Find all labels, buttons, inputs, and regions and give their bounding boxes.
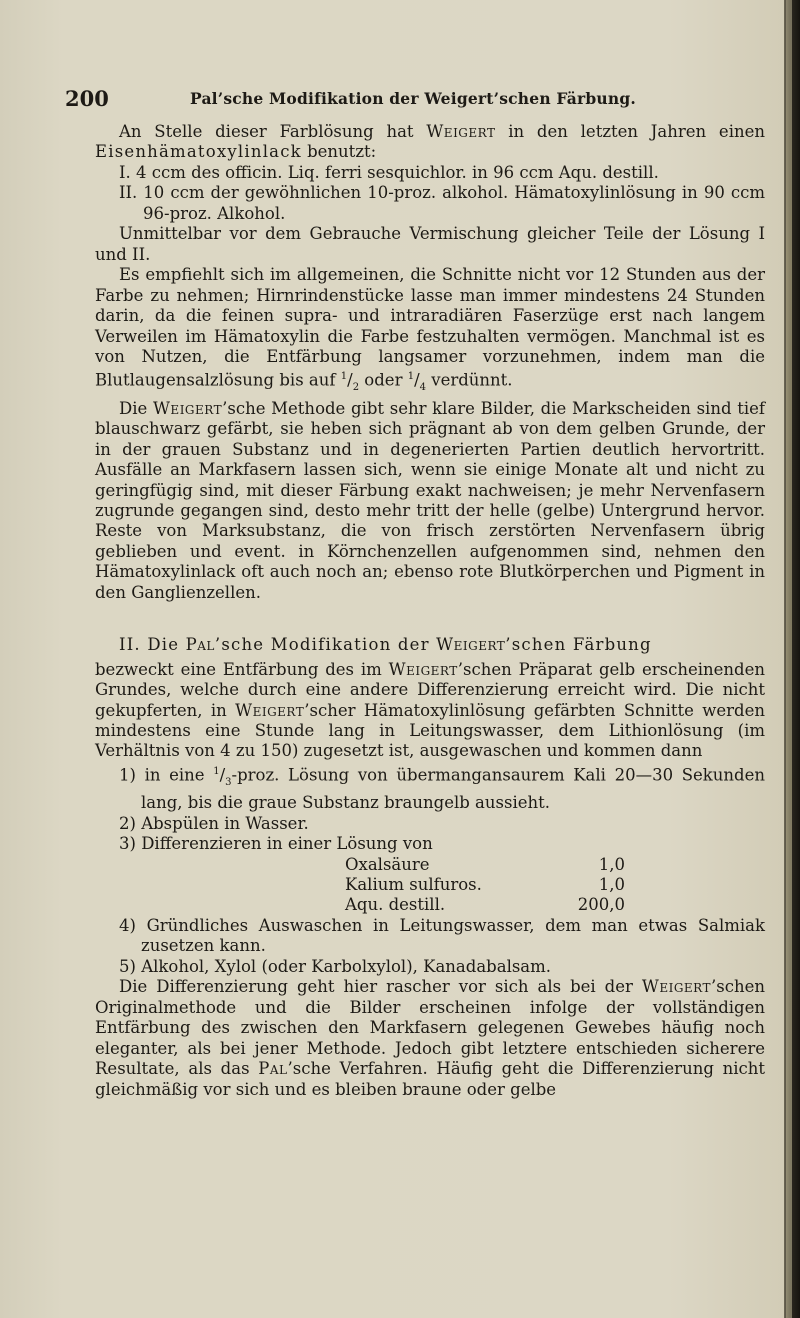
page-number: 200 <box>65 86 109 111</box>
paragraph-timing: Es empfiehlt sich im allgemeinen, die Schnitte nicht vor 12 Stunden aus der Farbe zu nehmen; Hirnrindenstücke lasse man immer mindestens 24 Stunden darin, da die feinen supra- und intraradiären Faserzüge erst nach langem Verweilen im Hämatoxylin die Farbe festzuhalten vermögen. Manchmal ist es von Nutzen, die Entfärbung langsamer vorzunehmen, indem man die Blutlaugensalzlösung bis auf $^1/_2$ oder $^1/_4$ verdünnt. <box>95 265 765 394</box>
fraction-numerator: 1 <box>213 765 220 777</box>
fraction-denominator: 4 <box>419 382 427 394</box>
recipe-qty: 200,0 <box>577 895 625 915</box>
text-span: benutzt: <box>301 142 377 162</box>
text-span: ’scher Hämatoxylinlösung gefärbten Schnitte werden mindestens eine Stunde lang in Leitungswasser, dem Lithionlösung (im Verhältnis von 4 zu 150) zugesetzt ist, ausgewaschen und kommen dann <box>95 700 765 761</box>
text-span: Alkohol, Xylol (oder Karbolxylol), Kanadabalsam. <box>141 956 552 976</box>
running-title: Pal’sche Modifikation der Weigert’schen Färbung. <box>190 89 636 108</box>
text-span: in den letzten Jahren einen <box>495 122 765 141</box>
text-span: Gründliches Auswaschen in Leitungswasser, dem man etwas Salmiak zusetzen kann. <box>141 915 766 956</box>
recipe-table <box>345 855 765 916</box>
step-two <box>119 814 765 834</box>
text-span: oder <box>359 370 408 390</box>
step-one: 1) in eine $^1/_3$-proz. Lösung von übermangansaurem Kali 20—30 Sekunden lang, bis die graue Substanz braungelb aussieht. <box>119 765 765 813</box>
step-number: 5) <box>119 956 136 976</box>
paragraph-comparison <box>95 977 765 1100</box>
solution-one: I. 4 ccm des officin. Liq. ferri sesquichlor. in 96 ccm Aqu. destill. <box>119 162 659 182</box>
recipe-qty: 1,0 <box>598 854 625 874</box>
section-heading <box>95 635 765 655</box>
solution-two: II. 10 ccm der gewöhnlichen 10-proz. alkohol. Hämatoxylinlösung in 90 ccm 96-proz. Alkohol. <box>119 183 765 223</box>
text-span: in eine <box>144 765 214 785</box>
paragraph-mixing: Unmittelbar vor dem Gebrauche Vermischung gleicher Teile der Lösung I und II. <box>95 224 765 264</box>
heading-text: II. Die <box>119 635 186 655</box>
recipe-item: Kalium sulfuros. <box>345 875 482 894</box>
step-number: 3) <box>119 834 136 854</box>
text-span: -proz. Lösung von übermangansaurem Kali 20—30 Sekunden lang, bis die graue Substanz braungelb aussieht. <box>141 765 765 813</box>
step-three <box>119 834 765 854</box>
text-span: An Stelle dieser Farblösung hat <box>119 122 427 141</box>
author-name: Weigert <box>641 977 712 997</box>
page-header <box>0 86 786 110</box>
recipe-item: Aqu. destill. <box>345 895 446 915</box>
heading-text: ’sche Modifikation der <box>214 635 437 655</box>
step-five <box>119 957 765 977</box>
author-name: Weigert <box>436 635 506 655</box>
text-span: Die <box>119 398 153 418</box>
text-span: bezweckt eine Entfärbung des im <box>95 659 389 679</box>
text-span: ’sche Verfahren. Häufig geht die Differenzierung nicht gleichmäßig vor sich und es bleiben braune oder gelbe <box>95 1059 766 1099</box>
recipe-item: Oxalsäure <box>345 854 430 874</box>
text-span: Differenzieren in einer Lösung von <box>141 834 433 854</box>
fraction-denominator: 3 <box>225 776 232 788</box>
text-span: Abspülen in Wasser. <box>141 813 309 833</box>
fraction-numerator: 1 <box>407 371 415 383</box>
section-gap <box>95 603 765 635</box>
step-number: 4) <box>119 915 136 935</box>
author-name: Pal <box>258 1059 288 1079</box>
author-name: Weigert <box>235 700 305 720</box>
fraction-denominator: 2 <box>352 382 360 394</box>
paragraph-intro <box>95 122 765 163</box>
paragraph-method-results <box>95 399 765 604</box>
step-number: 2) <box>119 813 136 833</box>
page-edge-highlight <box>786 0 792 1318</box>
emphasized-term: Eisenhämatoxylinlack <box>95 142 302 162</box>
step-number: 1) <box>119 765 136 785</box>
heading-text: ’schen Färbung <box>505 635 652 655</box>
recipe-qty: 1,0 <box>598 875 625 894</box>
fraction-numerator: 1 <box>340 371 348 383</box>
text-span: ’schen Originalmethode und die Bilder erscheinen infolge der vollständigen Entfärbung des zwischen den Markfasern gelegenen Gewebes häufig noch eleganter, als bei jener Methode. Jedoch gibt letztere entschieden sicherere Resultate, als das <box>95 977 765 1079</box>
author-name: Weigert <box>426 122 496 141</box>
text-span: Die Differenzierung geht hier rascher vor sich als bei der <box>119 977 642 997</box>
author-name: Pal <box>185 635 215 655</box>
text-span: ’sche Methode gibt sehr klare Bilder, die Markscheiden sind tief blauschwarz gefärbt, sie heben sich prägnant ab von dem gelben Grunde, der in der grauen Substanz und in degenerierten Partien deutlich hervortritt. Ausfälle an Markfasern lassen sich, wenn sie einige Monate alt und nicht zu geringfügig sind, mit dieser Färbung exakt nachweisen; je mehr Nervenfasern zugrunde gegangen sind, desto mehr tritt der helle (gelbe) Untergrund hervor. Reste von Marksubstanz, die von frisch zerstörten Nervenfasern übrig geblieben und event. in Körnchenzellen aufgenommen sind, nehmen den Hämatoxylinlack oft auch noch an; ebenso rote Blutkörperchen und Pigment in den Ganglienzellen. <box>95 398 765 602</box>
author-name: Weigert <box>388 659 458 679</box>
step-four <box>119 916 765 957</box>
author-name: Weigert <box>152 398 223 418</box>
text-span: ’schen Präparat gelb erscheinenden Grundes, welche durch eine andere Differenzierung erreicht wird. Die nicht gekupferten, in <box>95 659 765 720</box>
page-body <box>95 122 765 1100</box>
paragraph-pal-intro <box>95 660 765 762</box>
text-span: Es empfiehlt sich im allgemeinen, die Schnitte nicht vor 12 Stunden aus der Farbe zu nehmen; Hirnrindenstücke lasse man immer mindestens 24 Stunden darin, da die feinen supra- und intraradiären Faserzüge erst nach langem Verweilen im Hämatoxylin die Farbe festzuhalten vermögen. Manchmal ist es von Nutzen, die Entfärbung langsamer vorzunehmen, indem man die Blutlaugensalzlösung bis auf <box>95 265 765 390</box>
text-span: verdünnt. <box>426 370 513 390</box>
